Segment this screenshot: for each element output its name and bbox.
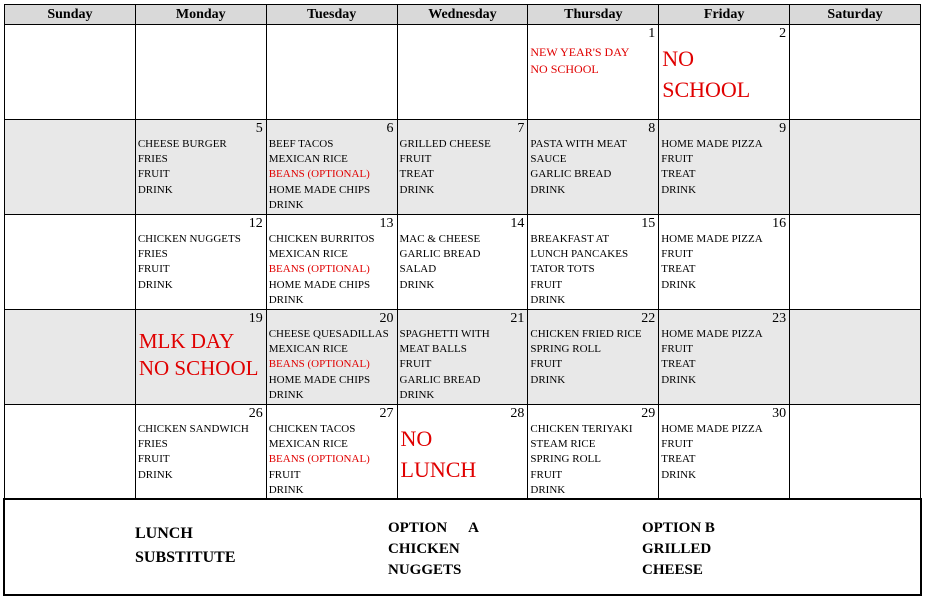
day-cell [5,25,136,120]
menu-line: DRINK [530,483,566,496]
header-wednesday: Wednesday [397,5,528,25]
day-cell [790,25,921,120]
menu-items [267,120,397,213]
option-b-line: CHEESE [642,562,703,578]
menu-items [659,310,789,388]
menu-line: DRINK [661,468,697,481]
option-b [642,518,715,581]
day-cell [266,215,397,310]
day-number: 15 [641,216,656,231]
header-thursday: Thursday [528,5,659,25]
header-tuesday: Tuesday [266,5,397,25]
menu-line: TREAT [661,168,696,181]
menu-line: DRINK [268,483,304,496]
menu-items [528,215,658,308]
menu-items [136,215,266,293]
menu-line: BEEF TACOS [268,138,334,150]
menu-line: NO [662,46,694,71]
menu-items [136,120,266,198]
day-cell [135,310,266,405]
menu-line: LUNCH [400,457,477,482]
week-row [5,215,921,310]
option-a-line: CHICKEN [388,541,460,557]
menu-line: LUNCH PANCAKES [530,248,629,261]
menu-line: DRINK [137,468,173,481]
week-row [5,405,921,500]
menu-line: NEW YEAR'S DAY [530,45,630,59]
menu-line: TATOR TOTS [530,263,595,276]
option-a-line: NUGGETS [388,562,462,578]
day-cell [790,405,921,500]
menu-line: DRINK [661,373,697,386]
week-row [5,310,921,405]
menu-line: HOME MADE CHIPS [268,373,371,386]
menu-line: BEANS (OPTIONAL) [268,453,370,466]
weekday-header-row [5,5,921,25]
substitute-label-line: LUNCH [135,525,193,542]
menu-items [528,405,658,498]
day-cell [5,405,136,500]
menu-line: FRUIT [530,358,563,371]
header-friday: Friday [659,5,790,25]
menu-line: CHICKEN FRIED RICE [530,328,642,340]
menu-line: DRINK [399,388,435,401]
day-number: 8 [648,121,656,136]
menu-line: FRUIT [268,468,301,481]
header-sunday: Sunday [5,5,136,25]
menu-line: HOME MADE PIZZA [661,138,763,150]
day-cell [790,310,921,405]
day-number: 6 [386,121,394,136]
menu-line: MEXICAN RICE [268,248,348,261]
menu-line: NO [400,426,433,451]
menu-line: FRUIT [399,358,432,371]
menu-line: BREAKFAST AT [530,233,610,245]
menu-line: FRUIT [661,248,693,261]
day-cell [397,215,528,310]
menu-line: CHICKEN NUGGETS [137,233,241,245]
menu-line: DRINK [530,293,566,306]
header-saturday: Saturday [790,5,921,25]
menu-line: FRUIT [530,278,563,291]
substitute-label-line: SUBSTITUTE [135,549,236,566]
day-cell [5,310,136,405]
day-cell [5,120,136,215]
menu-line: SALAD [399,263,437,276]
menu-items [267,310,397,403]
menu-items [136,405,266,483]
menu-line: SPRING ROLL [530,343,601,356]
menu-line: FRUIT [530,468,563,481]
no-school-notice [659,25,789,105]
day-cell [266,310,397,405]
menu-line: TREAT [661,453,696,466]
menu-line: FRIES [137,248,168,261]
menu-line: FRUIT [661,153,693,166]
menu-items [398,310,528,403]
menu-line: PASTA WITH MEAT [530,138,627,150]
day-cell [397,310,528,405]
day-number: 21 [510,311,525,326]
menu-line: HOME MADE PIZZA [661,423,763,435]
menu-line: MEXICAN RICE [268,153,348,166]
holiday-notice [528,25,658,78]
menu-line: DRINK [137,183,173,196]
day-number: 14 [510,216,525,231]
day-cell [5,215,136,310]
menu-items [267,405,397,498]
day-number: 26 [248,406,263,421]
substitute-label [135,522,236,570]
menu-line: SCHOOL [662,77,751,102]
menu-line: FRUIT [399,153,432,166]
menu-line: MEXICAN RICE [268,343,348,356]
day-cell [528,310,659,405]
day-number: 9 [779,121,787,136]
menu-items [528,120,658,198]
day-cell [528,215,659,310]
day-cell [397,120,528,215]
day-cell [135,405,266,500]
menu-line: BEANS (OPTIONAL) [268,263,370,276]
menu-line: DRINK [399,278,435,291]
menu-line: TREAT [661,263,696,276]
menu-line: DRINK [268,198,304,211]
menu-line: GRILLED CHEESE [399,138,491,150]
day-cell [266,405,397,500]
menu-line: NO SCHOOL [530,62,599,76]
day-cell [659,120,790,215]
day-cell [397,405,528,500]
menu-line: FRUIT [661,438,693,451]
day-cell [659,310,790,405]
week-row [5,25,921,120]
menu-line: GARLIC BREAD [399,373,481,386]
day-cell [397,25,528,120]
menu-items [659,120,789,198]
no-school-notice [398,405,528,485]
day-cell [659,405,790,500]
calendar-weeks [5,25,921,500]
day-cell [266,120,397,215]
header-monday: Monday [135,5,266,25]
day-number: 22 [641,311,656,326]
day-cell [790,215,921,310]
menu-items [398,215,528,293]
menu-line: HOME MADE PIZZA [661,233,763,245]
day-number: 2 [779,26,787,41]
menu-line: CHICKEN BURRITOS [268,233,375,245]
day-cell [659,215,790,310]
menu-line: FRUIT [137,168,170,181]
menu-line: HOME MADE CHIPS [268,183,371,196]
day-number: 13 [379,216,394,231]
menu-line: FRUIT [661,343,693,356]
menu-line: FRUIT [137,453,170,466]
day-cell [135,120,266,215]
day-number: 29 [641,406,656,421]
menu-line: TREAT [661,358,696,371]
option-b-title: OPTION B [642,520,715,536]
menu-line: DRINK [268,388,304,401]
day-cell [266,25,397,120]
lunch-calendar [4,4,921,500]
menu-line: GARLIC BREAD [530,168,612,181]
menu-line: DRINK [268,293,304,306]
menu-line: DRINK [661,278,697,291]
day-cell [135,25,266,120]
menu-line: CHICKEN TACOS [268,423,356,435]
menu-line: DRINK [661,183,697,196]
day-number: 20 [379,311,394,326]
day-number: 23 [772,311,787,326]
menu-items [267,215,397,308]
menu-line: MEXICAN RICE [268,438,348,451]
menu-line: CHICKEN SANDWICH [137,423,249,435]
lunch-substitute-box [3,498,922,596]
holiday-notice [136,310,266,382]
menu-line: HOME MADE PIZZA [661,328,763,340]
menu-line: SPAGHETTI WITH [399,328,490,340]
day-cell [790,120,921,215]
menu-line: DRINK [137,278,173,291]
day-cell [528,120,659,215]
menu-line: FRIES [137,438,168,451]
day-number: 19 [248,311,263,326]
day-number: 16 [772,216,787,231]
option-a [388,518,479,581]
menu-line: CHEESE BURGER [137,138,227,150]
day-cell [135,215,266,310]
menu-items [528,310,658,388]
menu-line: FRIES [137,153,168,166]
menu-line: MEAT BALLS [399,343,467,356]
menu-line: GARLIC BREAD [399,248,481,261]
menu-line: STEAM RICE [530,438,596,451]
menu-line: DRINK [530,373,566,386]
menu-line: TREAT [399,168,434,181]
day-cell [528,25,659,120]
day-cell [528,405,659,500]
day-number: 28 [510,406,525,421]
day-number: 12 [248,216,263,231]
day-number: 30 [772,406,787,421]
day-number: 1 [648,26,656,41]
menu-items [398,120,528,198]
day-number: 5 [255,121,263,136]
menu-line: SPRING ROLL [530,453,601,466]
day-cell [659,25,790,120]
day-number: 27 [379,406,394,421]
menu-line: CHEESE QUESADILLAS [268,328,389,340]
menu-line: BEANS (OPTIONAL) [268,358,370,371]
menu-line: DRINK [399,183,435,196]
menu-line: HOME MADE CHIPS [268,278,371,291]
menu-line: DRINK [530,183,566,196]
menu-line: BEANS (OPTIONAL) [268,168,370,181]
option-b-line: GRILLED [642,541,712,557]
week-row [5,120,921,215]
menu-items [659,215,789,293]
menu-items [659,405,789,483]
option-a-title: OPTION A [388,520,479,536]
menu-line: SAUCE [530,153,567,166]
menu-line: NO SCHOOL [138,356,259,380]
menu-line: MAC & CHEESE [399,233,481,245]
day-number: 7 [517,121,525,136]
menu-line: CHICKEN TERIYAKI [530,423,633,435]
menu-line: FRUIT [137,263,170,276]
menu-line: MLK DAY [138,329,235,353]
